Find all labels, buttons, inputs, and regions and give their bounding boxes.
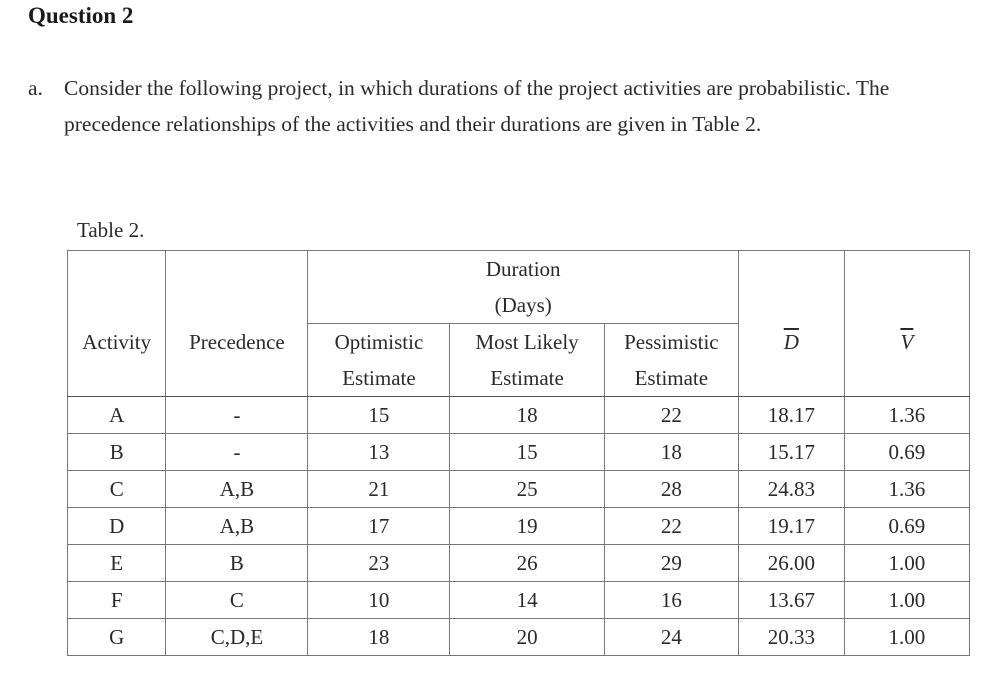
table-row [68, 471, 970, 508]
table-header [68, 251, 970, 397]
list-marker: a. [28, 76, 43, 100]
cell-pessimistic: 16 [604, 582, 738, 619]
cell-precedence: B [166, 545, 308, 582]
cell-d: 15.17 [738, 434, 844, 471]
cell-v: 0.69 [844, 434, 969, 471]
header-duration-line2: (Days) [494, 293, 552, 317]
table-row [68, 582, 970, 619]
cell-precedence: - [166, 434, 308, 471]
cell-pessimistic: 29 [604, 545, 738, 582]
header-d-bar [738, 324, 844, 397]
cell-d: 13.67 [738, 582, 844, 619]
header-duration-line1: Duration [485, 257, 561, 281]
cell-precedence: C,D,E [166, 619, 308, 656]
cell-most-likely: 20 [450, 619, 604, 656]
cell-most-likely: 25 [450, 471, 604, 508]
header-cell-activity-top [68, 251, 166, 324]
cell-optimistic: 15 [308, 397, 450, 434]
cell-precedence: C [166, 582, 308, 619]
cell-v: 1.00 [844, 582, 969, 619]
cell-most-likely: 14 [450, 582, 604, 619]
header-cell-v-top [844, 251, 969, 324]
table-row [68, 434, 970, 471]
table-row [68, 397, 970, 434]
cell-most-likely: 26 [450, 545, 604, 582]
v-bar-symbol: $\overline{V}$ [900, 329, 914, 354]
header-row-top [68, 251, 970, 324]
cell-most-likely: 15 [450, 434, 604, 471]
cell-precedence: A,B [166, 471, 308, 508]
cell-d: 26.00 [738, 545, 844, 582]
header-row-bottom [68, 324, 970, 397]
d-bar-symbol: $\overline{D}$ [783, 329, 799, 354]
cell-optimistic: 23 [308, 545, 450, 582]
header-pessimistic-line1: Pessimistic [624, 330, 719, 354]
cell-optimistic: 10 [308, 582, 450, 619]
cell-optimistic: 21 [308, 471, 450, 508]
header-most-likely-line2: Estimate [490, 366, 564, 390]
activity-table [67, 250, 970, 656]
table-row [68, 508, 970, 545]
cell-d: 19.17 [738, 508, 844, 545]
cell-most-likely: 18 [450, 397, 604, 434]
table-body [68, 397, 970, 656]
cell-pessimistic: 22 [604, 397, 738, 434]
cell-v: 0.69 [844, 508, 969, 545]
header-optimistic-line2: Estimate [342, 366, 416, 390]
table-caption: Table 2. [77, 218, 145, 242]
header-optimistic-line1: Optimistic [334, 330, 424, 354]
table-row [68, 619, 970, 656]
header-precedence: Precedence [166, 324, 308, 397]
cell-activity: D [68, 508, 166, 545]
cell-d: 24.83 [738, 471, 844, 508]
cell-d: 20.33 [738, 619, 844, 656]
cell-activity: B [68, 434, 166, 471]
cell-optimistic: 17 [308, 508, 450, 545]
header-v-bar [844, 324, 969, 397]
header-cell-d-top [738, 251, 844, 324]
cell-pessimistic: 28 [604, 471, 738, 508]
cell-pessimistic: 22 [604, 508, 738, 545]
cell-optimistic: 18 [308, 619, 450, 656]
header-optimistic [308, 324, 450, 397]
cell-precedence: - [166, 397, 308, 434]
question-paragraph [28, 70, 908, 142]
question-text: Consider the following project, in which durations of the project activities are probabilistic. The precedence relationships of the activities and their durations are given in Table 2. [64, 76, 890, 136]
cell-most-likely: 19 [450, 508, 604, 545]
cell-v: 1.36 [844, 397, 969, 434]
cell-v: 1.36 [844, 471, 969, 508]
cell-d: 18.17 [738, 397, 844, 434]
header-activity: Activity [68, 324, 166, 397]
header-most-likely-line1: Most Likely [475, 330, 579, 354]
cell-optimistic: 13 [308, 434, 450, 471]
cell-v: 1.00 [844, 619, 969, 656]
header-pessimistic [604, 324, 738, 397]
header-pessimistic-line2: Estimate [634, 366, 709, 390]
table-row [68, 545, 970, 582]
cell-activity: F [68, 582, 166, 619]
cell-v: 1.00 [844, 545, 969, 582]
question-heading: Question 2 [28, 3, 134, 28]
cell-activity: E [68, 545, 166, 582]
header-cell-precedence-top [166, 251, 308, 324]
header-duration [308, 251, 738, 324]
header-most-likely [450, 324, 604, 397]
cell-pessimistic: 18 [604, 434, 738, 471]
cell-pessimistic: 24 [604, 619, 738, 656]
cell-activity: C [68, 471, 166, 508]
cell-precedence: A,B [166, 508, 308, 545]
cell-activity: G [68, 619, 166, 656]
cell-activity: A [68, 397, 166, 434]
